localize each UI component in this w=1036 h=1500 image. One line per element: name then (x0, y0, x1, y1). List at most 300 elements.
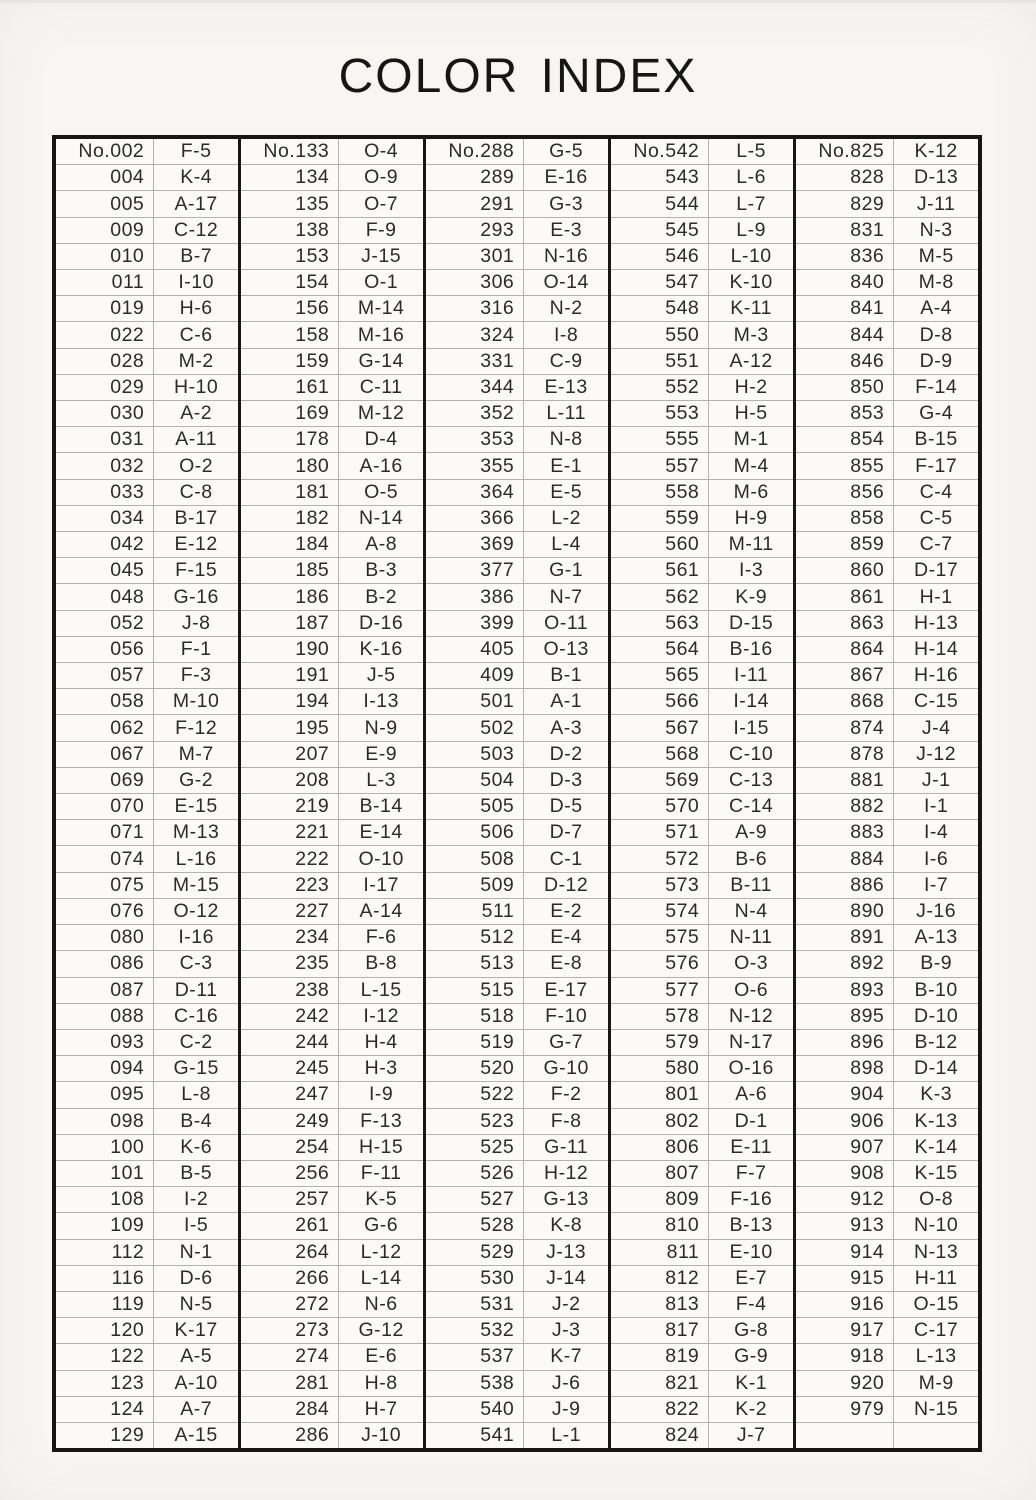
color-number-cell: 518 (426, 1004, 524, 1029)
color-number-cell: 553 (611, 401, 709, 426)
grid-code-cell: H-11 (914, 1266, 958, 1289)
color-number-cell: 578 (611, 1004, 709, 1029)
color-number-cell: 386 (426, 584, 524, 609)
table-row (241, 401, 423, 427)
table-row (56, 296, 238, 322)
table-row (426, 1109, 608, 1135)
grid-code-cell: C-4 (919, 480, 953, 503)
table-row (426, 978, 608, 1004)
color-number-cell: 817 (611, 1318, 709, 1343)
grid-code-cell: G-9 (734, 1345, 769, 1368)
table-row (796, 532, 978, 558)
color-number-cell: 576 (611, 951, 709, 976)
grid-code-cell: J-5 (366, 664, 396, 687)
grid-code-cell: K-16 (359, 637, 403, 660)
grid-code-cell: A-16 (359, 454, 403, 477)
table-row (611, 1109, 793, 1135)
grid-code-cell: D-5 (549, 795, 583, 818)
color-number-cell: 504 (426, 768, 524, 793)
color-number-cell: 324 (426, 322, 524, 347)
grid-code-cell: G-14 (358, 349, 404, 372)
color-number-cell: 032 (56, 453, 154, 478)
grid-code-cell: L-14 (360, 1266, 402, 1289)
grid-code-cell: M-4 (733, 454, 769, 477)
color-number-cell: 829 (796, 191, 894, 216)
color-number-cell: 098 (56, 1109, 154, 1134)
table-row (611, 296, 793, 322)
grid-code-cell: L-3 (366, 768, 396, 791)
grid-code-cell: G-5 (549, 140, 584, 163)
table-row (56, 846, 238, 872)
grid-code-cell: E-12 (174, 533, 218, 556)
grid-code-cell: B-2 (365, 585, 398, 608)
table-row (241, 1213, 423, 1239)
grid-code-cell: I-10 (178, 271, 214, 294)
table-row (241, 637, 423, 663)
color-number-cell: 120 (56, 1318, 154, 1343)
color-number-cell: 190 (241, 637, 339, 662)
table-row (56, 1318, 238, 1344)
table-row (426, 742, 608, 768)
color-number-cell: 138 (241, 218, 339, 243)
table-row (241, 506, 423, 532)
color-number-cell: 831 (796, 218, 894, 243)
table-row (796, 1397, 978, 1423)
table-row (56, 820, 238, 846)
table-row (426, 270, 608, 296)
grid-code-cell: O-8 (919, 1188, 954, 1211)
table-row (426, 480, 608, 506)
color-number-cell: 191 (241, 663, 339, 688)
table-row (611, 1318, 793, 1344)
color-number-cell: 364 (426, 480, 524, 505)
table-row (56, 1056, 238, 1082)
table-row (241, 1344, 423, 1370)
table-row (56, 480, 238, 506)
color-number-cell: 101 (56, 1161, 154, 1186)
grid-code-cell: N-7 (549, 585, 583, 608)
grid-code-cell: E-1 (550, 454, 583, 477)
grid-code-cell: G-7 (549, 1031, 584, 1053)
color-number-cell: 254 (241, 1135, 339, 1160)
color-number-cell: 918 (796, 1344, 894, 1369)
color-number-cell: 567 (611, 715, 709, 740)
color-number-cell: 509 (426, 873, 524, 898)
grid-code-cell: A-4 (920, 297, 953, 320)
grid-code-cell: C-9 (549, 349, 583, 372)
color-number-cell: 029 (56, 375, 154, 400)
grid-code-cell (894, 1423, 978, 1448)
table-row (426, 427, 608, 453)
table-row (796, 244, 978, 270)
table-row (241, 1292, 423, 1318)
table-row (56, 218, 238, 244)
table-row (611, 1213, 793, 1239)
grid-code-cell: I-2 (183, 1188, 209, 1211)
table-row (796, 1187, 978, 1213)
color-number-cell: 855 (796, 453, 894, 478)
grid-code-cell: K-4 (180, 166, 213, 189)
color-number-cell: 519 (426, 1030, 524, 1055)
color-number-cell: 883 (796, 820, 894, 845)
color-number-cell: 109 (56, 1213, 154, 1238)
grid-code-cell: K-13 (914, 1109, 958, 1132)
color-number-cell: 979 (796, 1397, 894, 1422)
grid-code-cell: F-4 (735, 1293, 767, 1316)
table-row (241, 165, 423, 191)
table-row (241, 873, 423, 899)
table-row (56, 558, 238, 584)
grid-code-cell: J-6 (551, 1371, 581, 1394)
table-row (426, 191, 608, 217)
color-number-cell: 399 (426, 611, 524, 636)
grid-code-cell: F-11 (360, 1162, 402, 1185)
color-number-cell: 005 (56, 191, 154, 216)
grid-code-cell: G-4 (919, 402, 954, 425)
grid-code-cell: E-16 (544, 166, 588, 189)
table-row (426, 611, 608, 637)
grid-code-cell: J-14 (546, 1266, 587, 1289)
table-row (56, 663, 238, 689)
grid-code-cell: A-12 (729, 349, 773, 372)
grid-code-cell: H-12 (543, 1162, 589, 1185)
grid-code-cell: O-9 (364, 166, 399, 189)
color-number-cell: 573 (611, 873, 709, 898)
table-row (611, 611, 793, 637)
color-number-cell: 568 (611, 742, 709, 767)
color-number-cell: 508 (426, 846, 524, 871)
table-row (611, 794, 793, 820)
grid-code-cell: I-12 (363, 1004, 399, 1027)
grid-code-cell: M-12 (357, 402, 405, 425)
table-row (796, 1004, 978, 1030)
grid-code-cell: B-11 (730, 873, 772, 896)
grid-code-cell: K-2 (735, 1397, 768, 1420)
table-row (241, 1266, 423, 1292)
grid-code-cell: F-16 (730, 1188, 773, 1211)
color-number-cell: 058 (56, 689, 154, 714)
table-row (56, 742, 238, 768)
color-number-cell: 122 (56, 1344, 154, 1369)
table-row (611, 349, 793, 375)
grid-code-cell: C-10 (728, 742, 774, 765)
color-number-cell: 289 (426, 165, 524, 190)
table-row (796, 1030, 978, 1056)
table-row (796, 1344, 978, 1370)
table-row (426, 1082, 608, 1108)
color-number-cell: 501 (426, 689, 524, 714)
table-row (796, 1318, 978, 1344)
column-group (611, 139, 796, 1448)
grid-code-cell: M-9 (918, 1371, 954, 1394)
color-number-cell: 836 (796, 244, 894, 269)
table-row (796, 1135, 978, 1161)
color-number-cell: 019 (56, 296, 154, 321)
color-number-cell: 011 (56, 270, 154, 295)
table-row (426, 1318, 608, 1344)
color-number-cell: 095 (56, 1082, 154, 1107)
table-row (611, 978, 793, 1004)
grid-code-cell: H-1 (919, 585, 953, 608)
grid-code-cell: D-9 (919, 349, 953, 372)
table-row (56, 453, 238, 479)
color-number-cell: 178 (241, 427, 339, 452)
grid-code-cell: B-15 (914, 428, 958, 451)
grid-code-cell: L-6 (736, 166, 766, 189)
table-row (611, 899, 793, 925)
table-row (796, 663, 978, 689)
table-row (56, 349, 238, 375)
color-number-cell: 878 (796, 742, 894, 767)
table-row (56, 978, 238, 1004)
table-row (241, 1240, 423, 1266)
color-number-cell: 906 (796, 1109, 894, 1134)
table-row (241, 375, 423, 401)
table-row (241, 925, 423, 951)
color-number-cell: 075 (56, 873, 154, 898)
grid-code-cell: K-12 (914, 140, 958, 163)
table-row (426, 506, 608, 532)
color-number-cell: 859 (796, 532, 894, 557)
table-row (241, 1056, 423, 1082)
color-number-cell: 286 (241, 1423, 339, 1448)
grid-code-cell: O-11 (544, 611, 589, 634)
color-number-cell: 034 (56, 506, 154, 531)
table-row (796, 1082, 978, 1108)
table-row (611, 165, 793, 191)
color-number-cell: 272 (241, 1292, 339, 1317)
table-row (611, 637, 793, 663)
table-row (56, 1344, 238, 1370)
grid-code-cell: A-7 (180, 1397, 213, 1420)
color-number-cell: 807 (611, 1161, 709, 1186)
grid-code-cell: L-1 (551, 1424, 581, 1447)
table-row (56, 1240, 238, 1266)
color-number-cell: 242 (241, 1004, 339, 1029)
table-row (241, 768, 423, 794)
table-row (796, 951, 978, 977)
table-row (796, 611, 978, 637)
grid-code-cell: C-14 (728, 795, 774, 818)
color-number-cell: 186 (241, 584, 339, 609)
color-number-cell: 069 (56, 768, 154, 793)
grid-code-cell: N-4 (734, 899, 768, 922)
color-number-cell: 560 (611, 532, 709, 557)
table-row (796, 1292, 978, 1318)
color-number-cell: 505 (426, 794, 524, 819)
grid-code-cell: F-5 (180, 140, 212, 163)
grid-code-cell: K-1 (735, 1371, 768, 1394)
color-number-cell: 284 (241, 1397, 339, 1422)
table-row (611, 506, 793, 532)
color-number-cell: 274 (241, 1344, 339, 1369)
color-number-cell: 904 (796, 1082, 894, 1107)
color-number-cell: 208 (241, 768, 339, 793)
table-row (241, 584, 423, 610)
grid-code-cell: O-6 (734, 978, 769, 1001)
color-number-cell: 088 (56, 1004, 154, 1029)
color-number-cell: 574 (611, 899, 709, 924)
grid-code-cell: E-5 (550, 480, 583, 503)
color-number-cell: 810 (611, 1213, 709, 1238)
color-number-cell: 529 (426, 1240, 524, 1265)
table-row (611, 532, 793, 558)
grid-code-cell: O-1 (364, 271, 399, 294)
table-row (56, 427, 238, 453)
table-row (796, 584, 978, 610)
table-row (241, 663, 423, 689)
table-row (241, 899, 423, 925)
grid-code-cell: G-15 (173, 1057, 219, 1080)
grid-code-cell: K-17 (174, 1319, 218, 1342)
color-number-cell: 527 (426, 1187, 524, 1212)
grid-code-cell: J-9 (551, 1397, 581, 1420)
grid-code-cell: M-14 (357, 297, 405, 320)
grid-code-cell: L-13 (915, 1345, 957, 1368)
grid-code-cell: G-12 (358, 1319, 404, 1342)
table-row (611, 480, 793, 506)
grid-code-cell: I-5 (183, 1214, 209, 1237)
table-row (796, 218, 978, 244)
grid-code-cell: L-15 (360, 978, 402, 1001)
grid-code-cell: J-4 (921, 716, 951, 739)
grid-code-cell: I-11 (734, 664, 769, 687)
table-row (611, 951, 793, 977)
grid-code-cell: A-5 (180, 1345, 213, 1368)
table-row (796, 453, 978, 479)
color-number-cell: 316 (426, 296, 524, 321)
table-row (611, 427, 793, 453)
grid-code-cell: E-13 (544, 375, 588, 398)
table-row (426, 532, 608, 558)
grid-code-cell: N-6 (364, 1293, 398, 1316)
color-number-cell: 369 (426, 532, 524, 557)
table-row (796, 1423, 978, 1448)
grid-code-cell: M-8 (918, 271, 954, 294)
grid-code-cell: J-8 (181, 611, 211, 634)
table-row (241, 1187, 423, 1213)
color-number-cell: 377 (426, 558, 524, 583)
grid-code-cell: J-2 (551, 1293, 581, 1316)
color-number-cell: 033 (56, 480, 154, 505)
grid-code-cell: B-4 (180, 1109, 213, 1132)
grid-code-cell: I-9 (368, 1083, 394, 1106)
grid-code-cell: E-15 (174, 795, 218, 818)
table-row (426, 1266, 608, 1292)
table-row (796, 899, 978, 925)
grid-code-cell: I-13 (363, 690, 399, 713)
table-row (56, 139, 238, 165)
table-row (241, 139, 423, 165)
grid-code-cell: A-10 (174, 1371, 218, 1394)
table-row (796, 322, 978, 348)
table-row (56, 506, 238, 532)
table-row (241, 191, 423, 217)
color-number-cell: 256 (241, 1161, 339, 1186)
color-number-cell: 180 (241, 453, 339, 478)
grid-code-cell: N-1 (179, 1240, 213, 1263)
color-number-cell: 184 (241, 532, 339, 557)
grid-code-cell: I-16 (178, 926, 214, 949)
color-number-cell: 891 (796, 925, 894, 950)
table-row (426, 1292, 608, 1318)
color-number-cell: 094 (56, 1056, 154, 1081)
color-number-cell: 813 (611, 1292, 709, 1317)
grid-code-cell: I-6 (923, 847, 949, 870)
color-number-cell: 868 (796, 689, 894, 714)
grid-code-cell: C-6 (179, 323, 213, 346)
grid-code-cell: F-12 (175, 716, 218, 739)
color-number-cell: 916 (796, 1292, 894, 1317)
grid-code-cell: O-12 (173, 899, 219, 922)
table-row (796, 925, 978, 951)
color-number-cell: 156 (241, 296, 339, 321)
color-number-cell: 861 (796, 584, 894, 609)
grid-code-cell: O-2 (179, 454, 214, 477)
grid-code-cell: N-9 (364, 716, 398, 739)
grid-code-cell: B-5 (180, 1162, 213, 1185)
table-row (241, 1318, 423, 1344)
table-row (426, 1187, 608, 1213)
color-number-cell: 811 (611, 1240, 709, 1265)
grid-code-cell: B-12 (914, 1031, 958, 1053)
table-row (611, 558, 793, 584)
grid-code-cell: J-15 (361, 244, 402, 267)
grid-code-cell: B-8 (365, 952, 398, 975)
table-row (56, 1082, 238, 1108)
table-row (56, 1266, 238, 1292)
table-row (611, 322, 793, 348)
color-number-cell: 920 (796, 1371, 894, 1396)
grid-code-cell: D-3 (549, 768, 583, 791)
color-number-cell: No.002 (56, 139, 154, 164)
table-row (426, 873, 608, 899)
grid-code-cell: K-14 (914, 1135, 958, 1158)
table-row (241, 270, 423, 296)
table-row (796, 1213, 978, 1239)
grid-code-cell: G-16 (173, 585, 219, 608)
color-number-cell: 854 (796, 427, 894, 452)
grid-code-cell: B-17 (174, 506, 218, 529)
table-row (426, 349, 608, 375)
grid-code-cell: I-17 (363, 873, 399, 896)
grid-code-cell: L-4 (551, 533, 581, 556)
color-number-cell: 219 (241, 794, 339, 819)
color-number-cell: 522 (426, 1082, 524, 1107)
color-number-cell: 235 (241, 951, 339, 976)
color-number-cell: 546 (611, 244, 709, 269)
grid-code-cell: K-8 (550, 1214, 583, 1237)
grid-code-cell: G-13 (543, 1188, 589, 1211)
color-number-cell: 526 (426, 1161, 524, 1186)
grid-code-cell: M-13 (172, 821, 220, 844)
table-row (611, 663, 793, 689)
grid-code-cell: F-1 (180, 637, 212, 660)
grid-code-cell: F-3 (180, 664, 212, 687)
table-row (611, 1423, 793, 1448)
color-number-cell: 867 (796, 663, 894, 688)
grid-code-cell: L-16 (175, 847, 217, 870)
grid-code-cell: J-3 (551, 1319, 581, 1342)
table-row (426, 846, 608, 872)
grid-code-cell: B-3 (365, 559, 398, 582)
table-row (56, 951, 238, 977)
grid-code-cell: B-14 (359, 795, 403, 818)
grid-code-cell: I-3 (738, 559, 764, 582)
table-row (796, 480, 978, 506)
color-number-cell: 080 (56, 925, 154, 950)
color-number-cell: 523 (426, 1109, 524, 1134)
